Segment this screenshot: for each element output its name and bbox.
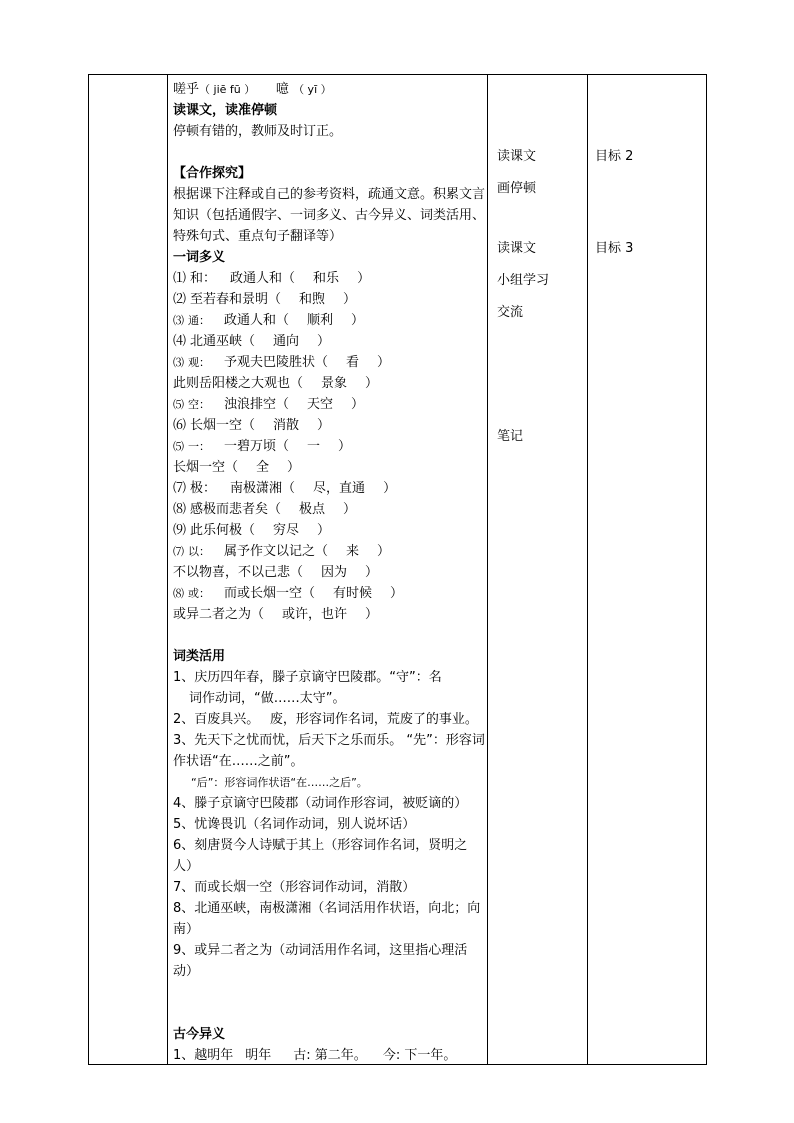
polysemy-number: ⑺ — [173, 481, 187, 496]
polysemy-close: ） — [365, 376, 379, 391]
word-class-item-8: 8、北通巫峡，南极潇湘（名词活用作状语，向北；向南） — [173, 901, 481, 937]
polysemy-heading: 一词多义 — [173, 250, 226, 265]
polysemy-sentence: 政通人和（ — [230, 271, 296, 286]
polysemy-close: ） — [377, 355, 391, 370]
activity-read-2: 读课文 — [497, 241, 537, 256]
polysemy-sentence: 感极而悲者矣（ — [190, 502, 282, 517]
polysemy-sentence: 属予作文以记之（ — [224, 544, 329, 559]
polysemy-item — [173, 310, 485, 331]
polysemy-word: 极： — [190, 481, 217, 496]
ancient-meaning: 古: 第二年。 — [293, 1048, 367, 1063]
word-class-item-9: 9、或异二者之为（动词活用作名词，这里指心理活动） — [173, 943, 468, 979]
polysemy-close: ） — [343, 292, 357, 307]
polysemy-word: 以： — [188, 545, 210, 558]
polysemy-word: 一： — [188, 440, 210, 453]
word-class-item-3-cont: “后”：形容词作状语“在……之后”。 — [191, 776, 368, 789]
coop-description: 根据课下注释或自己的参考资料，疏通文意。积累文言知识（包括通假字、一词多义、古今异义、词类活用、特殊句式、重点句子翻译等） — [173, 187, 486, 244]
polysemy-sentence: 长烟一空（ — [173, 460, 239, 475]
polysemy-close: ） — [317, 334, 331, 349]
word-class-item-6: 6、刻唐贤今人诗赋于其上（形容词作名词，贤明之人） — [173, 838, 468, 874]
polysemy-number: ⑸ — [173, 398, 184, 411]
polysemy-item — [173, 331, 485, 352]
polysemy-number: ⑹ — [173, 418, 187, 433]
ancient-modern-sentence: 1、越明年 — [173, 1048, 234, 1063]
polysemy-close: ） — [343, 502, 357, 517]
polysemy-meaning: 天空 — [307, 397, 334, 412]
pinyin-line — [173, 79, 485, 100]
polysemy-close: ） — [365, 607, 379, 622]
polysemy-number: ⑷ — [173, 334, 187, 349]
polysemy-meaning: 因为 — [321, 565, 348, 580]
polysemy-item — [173, 373, 485, 394]
ancient-modern-heading: 古今异义 — [173, 1027, 226, 1042]
polysemy-close: ） — [317, 418, 331, 433]
polysemy-word: 通： — [188, 314, 210, 327]
polysemy-list — [173, 268, 485, 625]
teaching-content-column — [173, 79, 485, 1066]
polysemy-meaning: 或许，也许 — [282, 607, 348, 622]
polysemy-close: ） — [317, 523, 331, 538]
polysemy-meaning: 通向 — [273, 334, 300, 349]
polysemy-word: 和： — [190, 271, 217, 286]
polysemy-meaning: 和乐 — [313, 271, 340, 286]
activity-group-study: 小组学习 — [497, 273, 550, 288]
polysemy-meaning: 消散 — [273, 418, 300, 433]
polysemy-item — [173, 352, 485, 373]
polysemy-number: ⑻ — [173, 587, 184, 600]
polysemy-item — [173, 478, 485, 499]
polysemy-item — [173, 562, 485, 583]
lesson-table — [88, 74, 707, 1065]
coop-heading: 【合作探究】 — [173, 166, 252, 181]
ancient-modern-item-1 — [173, 1045, 485, 1066]
polysemy-sentence: 不以物喜，不以己悲（ — [173, 565, 304, 580]
polysemy-number: ⑼ — [173, 523, 187, 538]
polysemy-sentence: 此乐何极（ — [190, 523, 256, 538]
polysemy-meaning: 尽，直通 — [313, 481, 366, 496]
goal-3: 目标 3 — [595, 241, 634, 256]
modern-meaning: 今: 下一年。 — [382, 1048, 457, 1063]
polysemy-sentence: 一碧万顷（ — [224, 439, 290, 454]
polysemy-number: ⑺ — [173, 545, 184, 558]
polysemy-meaning: 穷尽 — [273, 523, 300, 538]
polysemy-meaning: 有时候 — [333, 586, 373, 601]
word-class-item-5: 5、忧谗畏讥（名词作动词，别人说坏话） — [173, 817, 416, 832]
polysemy-close: ） — [351, 313, 365, 328]
polysemy-sentence: 至若春和景明（ — [190, 292, 282, 307]
polysemy-sentence: 南极潇湘（ — [230, 481, 296, 496]
polysemy-close: ） — [338, 439, 352, 454]
polysemy-item — [173, 289, 485, 310]
polysemy-number: ⑴ — [173, 271, 187, 286]
polysemy-meaning: 来 — [346, 544, 360, 559]
polysemy-item — [173, 394, 485, 415]
reading-note: 停顿有错的，教师及时订正。 — [173, 124, 343, 139]
pinyin-word-2: 噫 — [275, 82, 289, 97]
column-divider — [487, 75, 488, 1064]
word-class-item-2: 2、百废具兴。 废，形容词作名词，荒废了的事业。 — [173, 712, 478, 727]
polysemy-item — [173, 604, 485, 625]
polysemy-item — [173, 541, 485, 562]
polysemy-word: 或： — [188, 587, 210, 600]
polysemy-word: 观： — [188, 356, 210, 369]
polysemy-meaning: 全 — [256, 460, 270, 475]
polysemy-meaning: 看 — [346, 355, 360, 370]
column-divider — [167, 75, 168, 1064]
polysemy-close: ） — [377, 544, 391, 559]
activity-notes: 笔记 — [497, 429, 524, 444]
polysemy-item — [173, 499, 485, 520]
polysemy-sentence: 长烟一空（ — [190, 418, 256, 433]
word-class-item-1-cont: 词作动词，“做……太守”。 — [189, 691, 346, 706]
pinyin-word-1: 嗟乎 — [173, 82, 200, 97]
polysemy-item — [173, 583, 485, 604]
activity-mark-pauses: 画停顿 — [497, 181, 537, 196]
pinyin-reading-1: （ jiē fū ） — [199, 83, 256, 96]
polysemy-number: ⑻ — [173, 502, 187, 517]
polysemy-sentence: 或异二者之为（ — [173, 607, 265, 622]
activity-read: 读课文 — [497, 149, 537, 164]
polysemy-close: ） — [287, 460, 301, 475]
polysemy-item — [173, 520, 485, 541]
polysemy-meaning: 极点 — [299, 502, 326, 517]
polysemy-close: ） — [365, 565, 379, 580]
polysemy-meaning: 景象 — [321, 376, 348, 391]
word-class-item-1: 1、庆历四年春，滕子京谪守巴陵郡。“守”：名 — [173, 670, 442, 685]
polysemy-item — [173, 436, 485, 457]
reading-heading: 读课文，读准停顿 — [173, 103, 278, 118]
ancient-modern-word: 明年 — [245, 1048, 272, 1063]
polysemy-meaning: 顺利 — [307, 313, 334, 328]
activity-exchange: 交流 — [497, 305, 524, 320]
polysemy-number: ⑵ — [173, 292, 187, 307]
polysemy-sentence: 予观夫巴陵胜状（ — [224, 355, 329, 370]
goal-2: 目标 2 — [595, 149, 634, 164]
polysemy-meaning: 一 — [307, 439, 321, 454]
polysemy-close: ） — [390, 586, 404, 601]
polysemy-number: ⑸ — [173, 440, 184, 453]
polysemy-close: ） — [351, 397, 365, 412]
word-class-heading: 词类活用 — [173, 649, 226, 664]
word-class-item-3: 3、先天下之忧而忧，后天下之乐而乐。 “先”：形容词作状语“在……之前”。 — [173, 733, 485, 769]
polysemy-sentence: 而或长烟一空（ — [224, 586, 316, 601]
word-class-item-7: 7、而或长烟一空（形容词作动词，消散） — [173, 880, 416, 895]
polysemy-item — [173, 457, 485, 478]
polysemy-sentence: 此则岳阳楼之大观也（ — [173, 376, 304, 391]
polysemy-number: ⑶ — [173, 314, 184, 327]
polysemy-item — [173, 268, 485, 289]
column-divider — [587, 75, 588, 1064]
word-class-item-4: 4、滕子京谪守巴陵郡（动词作形容词，被贬谪的） — [173, 796, 468, 811]
polysemy-item — [173, 415, 485, 436]
polysemy-word: 空： — [188, 398, 210, 411]
polysemy-meaning: 和煦 — [299, 292, 326, 307]
polysemy-close: ） — [383, 481, 397, 496]
polysemy-sentence: 政通人和（ — [224, 313, 290, 328]
polysemy-sentence: 北通巫峡（ — [190, 334, 256, 349]
pinyin-reading-2: （ yī ） — [293, 83, 332, 96]
polysemy-sentence: 浊浪排空（ — [224, 397, 290, 412]
polysemy-number: ⑶ — [173, 356, 184, 369]
polysemy-close: ） — [357, 271, 371, 286]
